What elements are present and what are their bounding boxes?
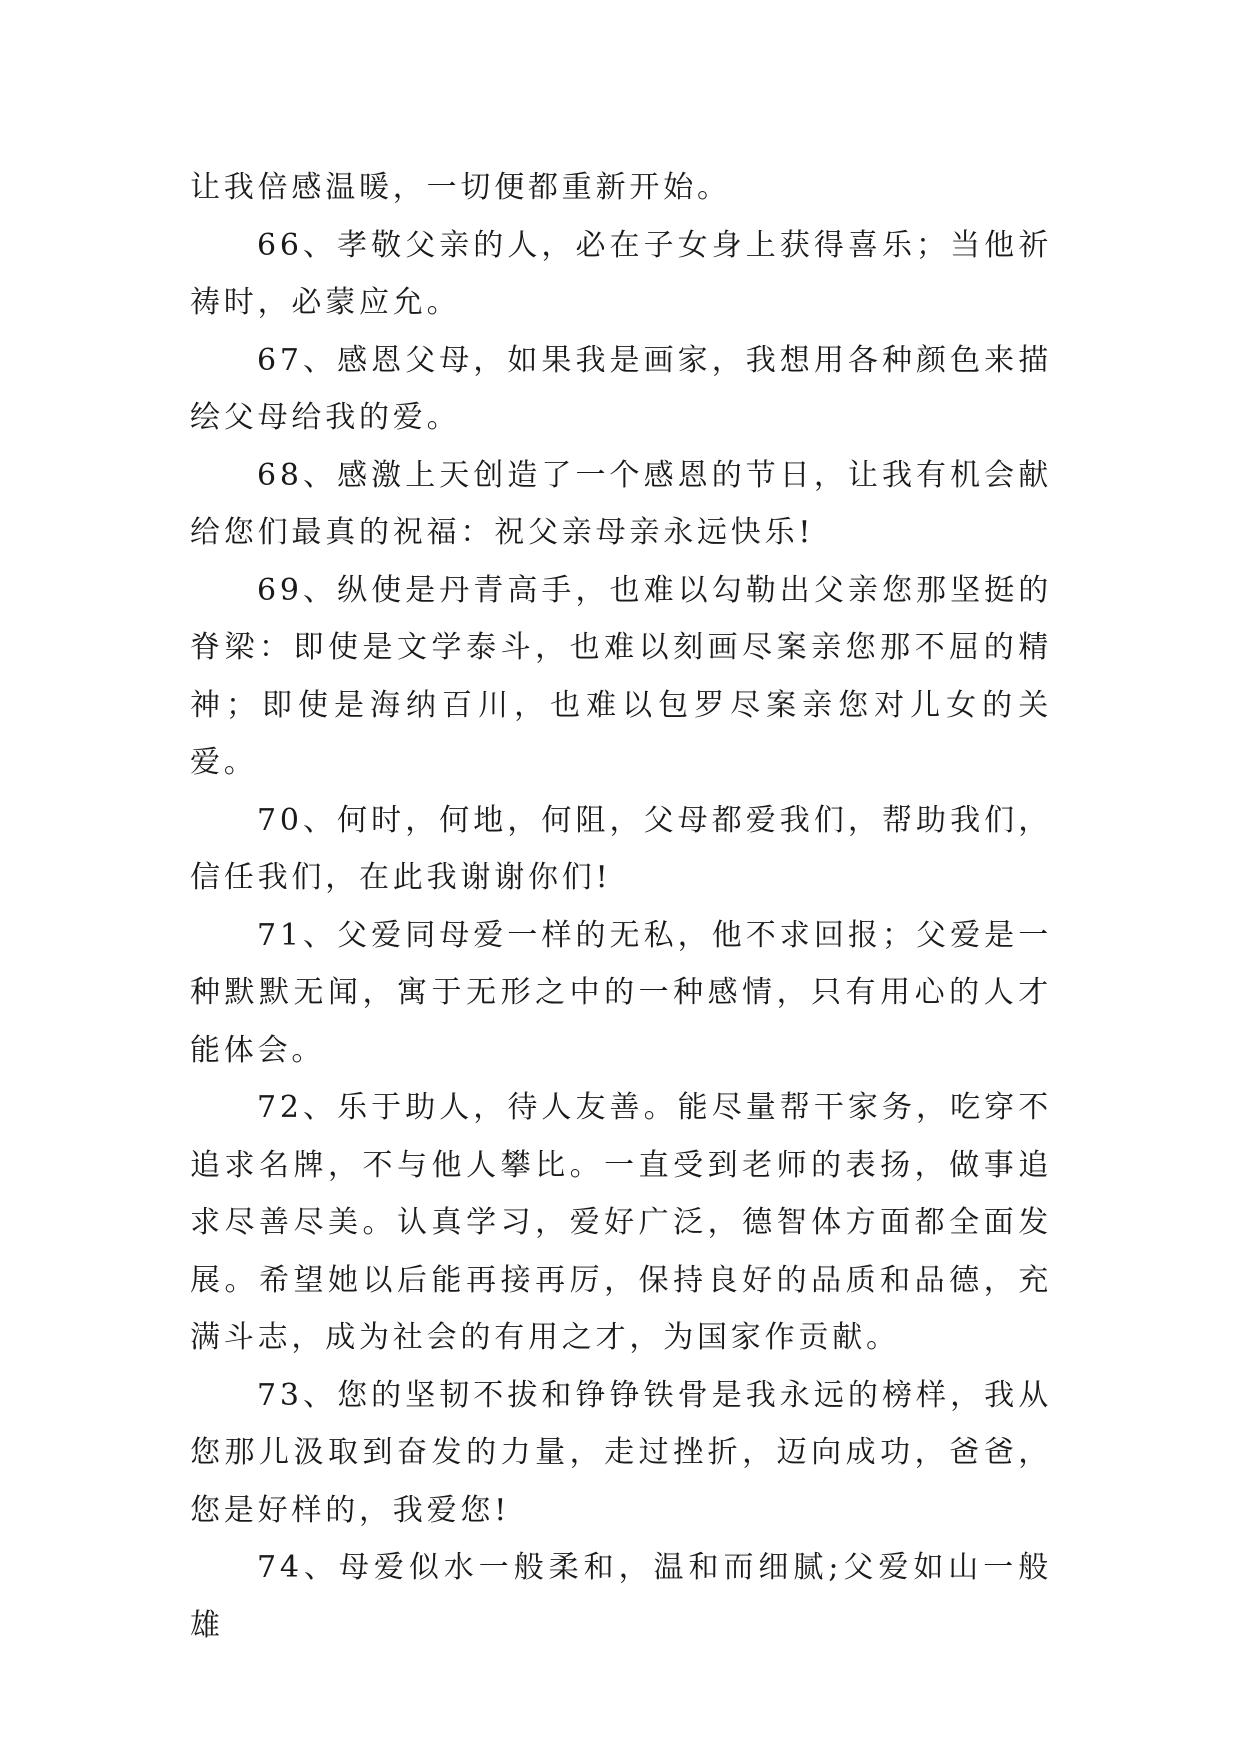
- paragraph-73: 73、您的坚韧不拔和铮铮铁骨是我永远的榜样，我从您那儿汲取到奋发的力量，走过挫折，迈向成功，爸爸，您是好样的，我爱您!: [190, 1377, 1052, 1528]
- paragraph-71: 71、父爱同母爱一样的无私，他不求回报；父爱是一种默默无闻，寓于无形之中的一种感情，只有用心的人才能体会。: [190, 917, 1052, 1068]
- document-body: [190, 159, 1052, 1654]
- paragraph-74: 74、母爱似水一般柔和，温和而细腻;父爱如山一般雄: [190, 1550, 1052, 1643]
- paragraph-68: 68、感激上天创造了一个感恩的节日，让我有机会献给您们最真的祝福：祝父亲母亲永远快乐!: [190, 457, 1052, 550]
- paragraph-66: 66、孝敬父亲的人，必在子女身上获得喜乐；当他祈祷时，必蒙应允。: [190, 227, 1052, 320]
- paragraph-70: 70、何时，何地，何阻，父母都爱我们，帮助我们，信任我们，在此我谢谢你们!: [190, 802, 1052, 895]
- paragraph-continuation: 让我倍感温暖，一切便都重新开始。: [190, 170, 731, 205]
- paragraph-67: 67、感恩父母，如果我是画家，我想用各种颜色来描绘父母给我的爱。: [190, 342, 1052, 435]
- paragraph-72: 72、乐于助人，待人友善。能尽量帮干家务，吃穿不追求名牌，不与他人攀比。一直受到老师的表扬，做事追求尽善尽美。认真学习，爱好广泛，德智体方面都全面发展。希望她以后能再接再厉，保持良好的品质和品德，充满斗志，成为社会的有用之才，为国家作贡献。: [190, 1090, 1052, 1355]
- paragraph-69: 69、纵使是丹青高手，也难以勾勒出父亲您那坚挺的脊梁：即使是文学泰斗，也难以刻画尽案亲您那不屈的精神；即使是海纳百川，也难以包罗尽案亲您对儿女的关爱。: [190, 572, 1052, 780]
